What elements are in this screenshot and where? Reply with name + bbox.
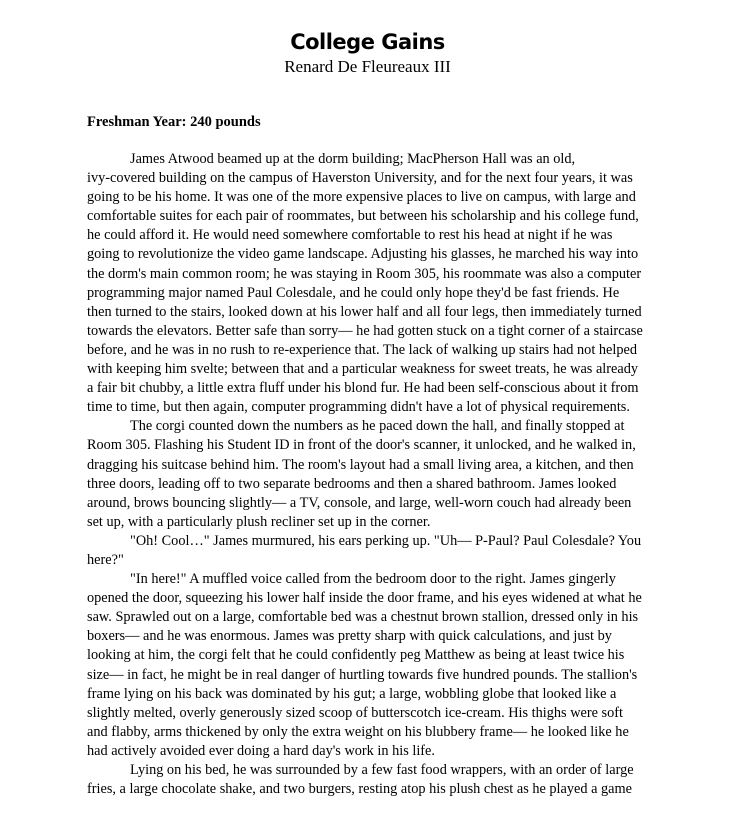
text-line: Room 305. Flashing his Student ID in front of the door's scanner, it unlocked, and he walked in, (87, 437, 636, 454)
text-line: comfortable suites for each pair of roommates, but between his scholarship and his college fund, (87, 208, 639, 225)
text-line: around, brows bouncing slightly— a TV, console, and large, well-worn couch had already been (87, 494, 632, 511)
text-line: he could afford it. He would need somewhere comfortable to rest his head at night if he was (87, 227, 613, 244)
text-line: fries, a large chocolate shake, and two burgers, resting atop his plush chest as he played a game (87, 781, 632, 798)
text-line: had actively avoided ever doing a hard day's work in his life. (87, 742, 435, 759)
text-line: three doors, leading off to two separate bedrooms and then a shared bathroom. James looked (87, 475, 617, 492)
paragraph-start-line: "In here!" A muffled voice called from the bedroom door to the right. James gingerly (130, 571, 616, 588)
text-line: slightly melted, overly generously sized scoop of butterscotch ice-cream. His thighs were soft (87, 704, 623, 721)
paragraph-start-line: The corgi counted down the numbers as he paced down the hall, and finally stopped at (130, 418, 625, 435)
text-line: a fair bit chubby, a little extra fluff under his blond fur. He had been self-conscious about it from (87, 380, 639, 397)
text-line: the dorm's main common room; he was staying in Room 305, his roommate was also a computer (87, 265, 642, 282)
paragraph-start-line: "Oh! Cool…" James murmured, his ears perking up. "Uh— P-Paul? Paul Colesdale? You (130, 532, 642, 549)
text-line: boxers— and he was enormous. James was pretty sharp with quick calculations, and just by (87, 628, 612, 645)
text-line: here?" (87, 551, 124, 568)
author-name: Renard De Fleureaux III (284, 57, 451, 76)
text-line: going to be his home. It was one of the more expensive places to live on campus, with large and (87, 189, 636, 206)
text-line: dragging his suitcase behind him. The room's layout had a small living area, a kitchen, and then (87, 456, 634, 473)
text-line: before, and he was in no rush to re-experience that. The lack of walking up stairs had not helped (87, 341, 637, 358)
paragraph-start-line: Lying on his bed, he was surrounded by a few fast food wrappers, with an order of large (130, 762, 634, 778)
text-line: ivy-covered building on the campus of Haverston University, and for the next four years, it was (87, 170, 633, 187)
text-line: saw. Sprawled out on a large, comfortable bed was a chestnut brown stallion, dressed only in his (87, 609, 639, 626)
text-line: set up, with a particularly plush recliner set up in the corner. (87, 513, 431, 530)
text-line: looking at him, the corgi felt that he could confidently peg Matthew as being at least twice his (87, 647, 625, 664)
text-line: towards the elevators. Better safe than sorry— he had gotten stuck on a tight corner of a staircase (87, 322, 643, 339)
text-line: size— in fact, he might be in real danger of hurtling towards five hundred pounds. The stallion's (87, 666, 638, 683)
text-line: then turned to the stairs, looked down at his lower half and all four legs, then immediately turned (87, 303, 642, 320)
text-line: going to revolutionize the video game landscape. Adjusting his glasses, he marched his way into (87, 246, 639, 263)
text-line: with keeping him svelte; between that and a particular weakness for sweet treats, he was already (87, 361, 639, 378)
text-line: programming major named Paul Colesdale, and he could only hope they'd be fast friends. He (87, 284, 620, 301)
section-heading: Freshman Year: 240 pounds (87, 114, 261, 130)
text-line: and flabby, arms thickened by only the extra weight on his blubbery frame— he looked like he (87, 723, 629, 740)
text-line: opened the door, squeezing his lower half inside the door frame, and his eyes widened at what he (87, 590, 642, 607)
paragraph-start-line: James Atwood beamed up at the dorm building; MacPherson Hall was an old, (130, 151, 576, 167)
document-title: College Gains (290, 30, 445, 54)
text-line: time to time, but then again, computer programming didn't have a lot of physical requirements. (87, 399, 630, 416)
text-line: frame lying on his back was dominated by his gut; a large, wobbling globe that looked like a (87, 685, 617, 702)
story-body (87, 150, 657, 799)
